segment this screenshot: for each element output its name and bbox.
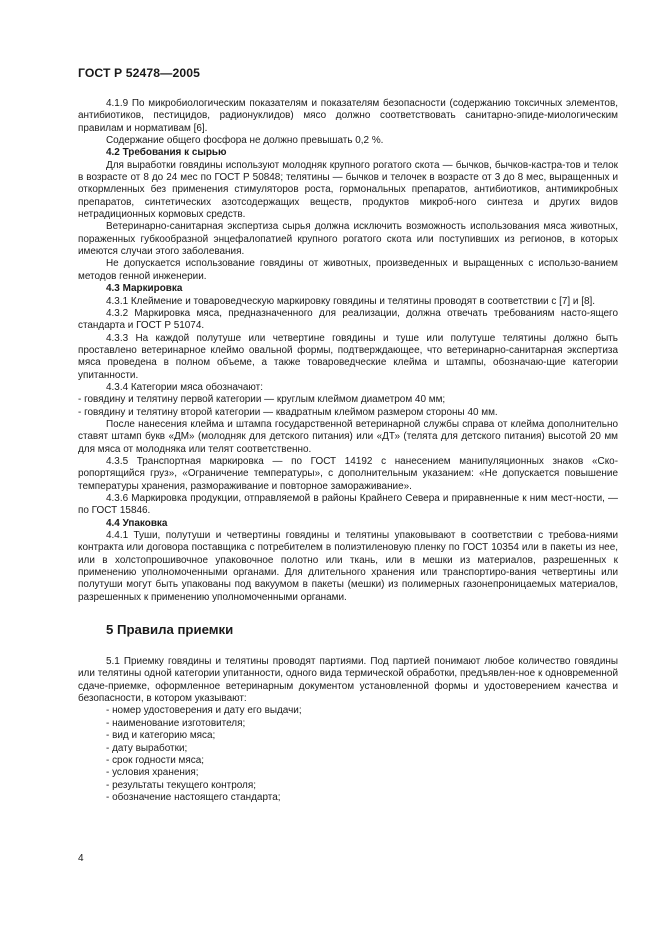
document-header: ГОСТ Р 52478—2005 xyxy=(78,66,200,80)
paragraph-phosphorus: Содержание общего фосфора не должно превышать 0,2 %. xyxy=(106,135,384,147)
subsection-4-2-heading: 4.2 Требования к сырью xyxy=(106,147,227,159)
paragraph-4-3-5: 4.3.5 Транспортная маркировка — по ГОСТ 14192 с нанесением манипуляционных знаков «Ско-ропортящийся груз», «Ограничение температуры», с дополнительным указанием: «Не допускается повышение температуры хранения, размораживание и повторное замораживание». xyxy=(78,455,618,492)
section-5-heading: 5 Правила приемки xyxy=(106,622,234,638)
paragraph-4-2-c: Не допускается использование говядины от животных, произведенных и выращенных с использо-ванием методов генной инженерии. xyxy=(78,258,618,282)
paragraph-4-3-6: 4.3.6 Маркировка продукции, отправляемой в районы Крайнего Севера и приравненные к ним мест-ности, — по ГОСТ 15846. xyxy=(78,493,618,517)
paragraph-4-3-1: 4.3.1 Клеймение и товароведческую маркировку говядины и телятины проводят в соответствии с [7] и [8]. xyxy=(106,295,596,307)
paragraph-4-3-4: 4.3.4 Категории мяса обозначают: xyxy=(106,381,263,393)
paragraph-4-3-3: 4.3.3 На каждой полутуше или четвертине говядины и туше или полутуше телятины должно быть проставлено ветеринарное клеймо овальной формы, подтверждающее, что ветеринарно-санитарная экспертиза мяса проведена в полном объеме, а также товароведческие клейма и штампы, обозначаю-щие категории упитанности. xyxy=(78,332,618,381)
list-item: - дату выработки; xyxy=(106,742,188,754)
list-item: - наименование изготовителя; xyxy=(106,717,246,729)
list-item: - срок годности мяса; xyxy=(106,754,205,766)
list-item: - обозначение настоящего стандарта; xyxy=(106,791,281,803)
paragraph-4-4-1: 4.4.1 Туши, полутуши и четвертины говядины и телятины упаковывают в соответствии с требова-ниями контракта или договора поставщика с потребителем в полиэтиленовую пленку по ГОСТ 10354 или в пакеты из нее, или в холстопрошивочное упаковочное полотно или ткань, или в мешки из материалов, разрешенных к применению уполномоченными органами. Для длительного хранения или транспортиро-вания четвертины или полутуши могут быть упакованы под вакуумом в пакеты (мешки) из полимерных газонепроницаемых материалов, разрешенных к применению уполномоченными органами. xyxy=(78,530,618,603)
document-body xyxy=(78,98,618,804)
subsection-4-4-heading: 4.4 Упаковка xyxy=(106,517,168,529)
paragraph-5-1: 5.1 Приемку говядины и телятины проводят партиями. Под партией понимают любое количество говядины или телятины одной категории упитанности, одного вида термической обработки, предъявлен-ное к одновременной сдаче-приемке, оформленное ветеринарным документом установленной формы и удостоверением качества и безопасности, в котором указывают: xyxy=(78,656,618,705)
list-item: - вид и категорию мяса; xyxy=(106,730,216,742)
paragraph-4-2-a: Для выработки говядины используют молодняк крупного рогатого скота — бычков, бычков-кастра-тов и телок в возрасте от 8 до 24 мес по ГОСТ Р 50848; телятины — бычков и телочек в возрасте от 3 до 8 мес, выращенных и откормленных без применения стимуляторов роста, гормональных препаратов, антибиотиков, антимикробных препаратов, синтетических азотсодержащих веществ, продуктов микроб-ного синтеза и других видов нетрадиционных кормовых средств. xyxy=(78,159,618,221)
list-item-first-category: - говядину и телятину первой категории — круглым клеймом диаметром 40 мм; xyxy=(78,394,446,406)
paragraph-4-3-4-c: После нанесения клейма и штампа государственной ветеринарной службы справа от клейма дополнительно ставят штамп букв «ДМ» (молодняк для детского питания) или «ДТ» (телята для детского питания) высотой 20 мм для мяса от молодняка или телят соответственно. xyxy=(78,418,618,455)
paragraph-4-2-b: Ветеринарно-санитарная экспертиза сырья должна исключить возможность использования мяса животных, пораженных губкообразной энцефалопатией крупного рогатого скота или поступивших из регионов, в которых имеются случаи этого заболевания. xyxy=(78,221,618,258)
list-item: - номер удостоверения и дату его выдачи; xyxy=(106,705,302,717)
list-item: - условия хранения; xyxy=(106,767,199,779)
list-item: - результаты текущего контроля; xyxy=(106,779,256,791)
paragraph-4-3-2: 4.3.2 Маркировка мяса, предназначенного для реализации, должна отвечать требованиям насто-ящего стандарта и ГОСТ Р 51074. xyxy=(78,307,618,332)
page-number: 4 xyxy=(78,853,84,864)
list-item-second-category: - говядину и телятину второй категории — квадратным клеймом размером стороны 40 мм. xyxy=(78,406,498,418)
subsection-4-3-heading: 4.3 Маркировка xyxy=(106,283,183,295)
paragraph-4-1-9: 4.1.9 По микробиологическим показателям и показателям безопасности (содержанию токсичных элементов, антибиотиков, пестицидов, радионуклидов) мясо должно соответствовать санитарно-эпиде-миологическим правилам и нормативам [6]. xyxy=(78,98,618,134)
